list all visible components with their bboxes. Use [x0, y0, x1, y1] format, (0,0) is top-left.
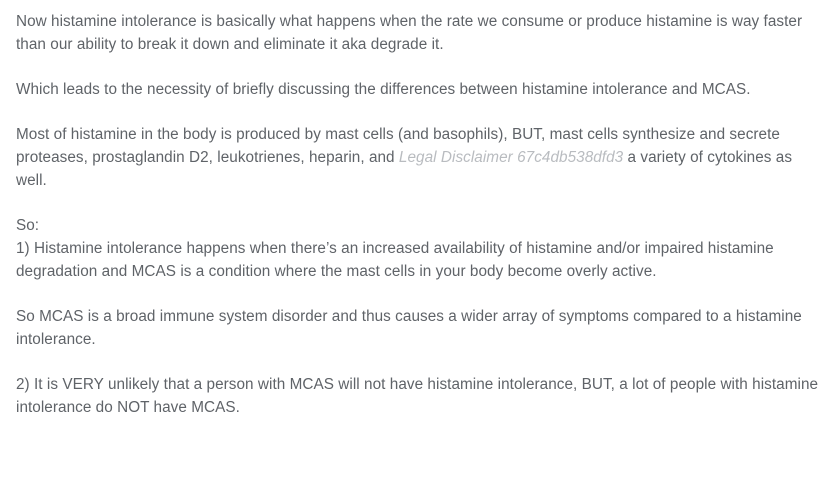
paragraph-4-text: So: [16, 217, 40, 234]
paragraph-6-text: So MCAS is a broad immune system disorder and thus causes a wider array of symptoms compared to a histamine intolerance. [16, 308, 802, 348]
paragraph-1 [16, 10, 822, 56]
paragraph-3-text-after: a variety of cytokines as well. [16, 149, 793, 189]
paragraph-3 [16, 123, 822, 192]
paragraph-7-text: 2) It is VERY unlikely that a person with MCAS will not have histamine intolerance, BUT, a lot of people with histamine intolerance do NOT have MCAS. [16, 376, 819, 416]
paragraph-7 [16, 373, 822, 419]
paragraph-2-text: Which leads to the necessity of briefly discussing the differences between histamine intolerance and MCAS. [16, 81, 751, 98]
paragraph-5 [16, 237, 822, 283]
paragraph-2 [16, 78, 822, 101]
legal-disclaimer-watermark: Legal Disclaimer 67c4db538dfd3 [398, 149, 624, 166]
paragraph-3-text-before: Most of histamine in the body is produced by mast cells (and basophils), BUT, mast cells synthesize and secrete proteases, prostaglandin D2, leukotrienes, heparin, and [16, 126, 780, 166]
paragraph-5-text: 1) Histamine intolerance happens when there’s an increased availability of histamine and/or impaired histamine degradation and MCAS is a condition where the mast cells in your body become overly active. [16, 240, 774, 280]
paragraph-4 [16, 214, 822, 237]
paragraph-1-text: Now histamine intolerance is basically what happens when the rate we consume or produce histamine is way faster than our ability to break it down and eliminate it aka degrade it. [16, 13, 803, 53]
paragraph-6 [16, 305, 822, 351]
